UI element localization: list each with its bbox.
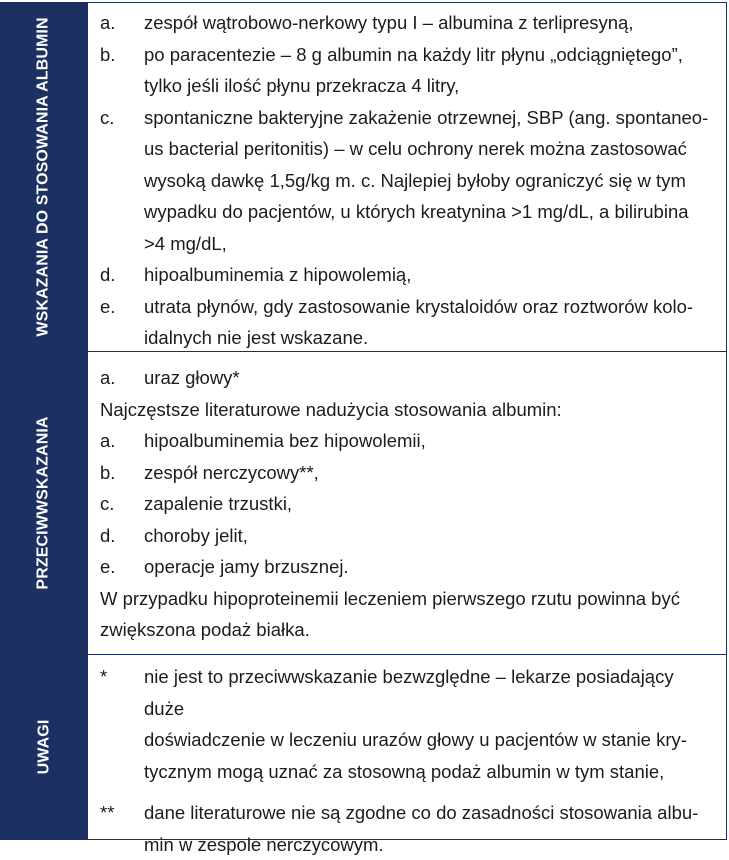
footnote-line: min w zespole nerczycowym.	[144, 829, 712, 860]
list-item	[100, 520, 712, 552]
item-line: wysoką dawkę 1,5g/kg m. c. Najlepiej byłoby ograniczyć się w tym	[144, 165, 712, 197]
remarks-heading: UWAGI	[35, 720, 53, 775]
contraindications-content	[87, 352, 726, 654]
item-marker: b.	[100, 457, 144, 489]
item-marker: b.	[100, 39, 144, 102]
item-marker: a.	[100, 425, 144, 457]
item-marker: a.	[100, 7, 144, 39]
item-line: us bacterial peritonitis) – w celu ochrony nerek można zastosować	[144, 133, 712, 165]
indications-row	[1, 3, 726, 352]
note-line: zwiększona podaż białka.	[100, 614, 712, 646]
list-item	[100, 291, 712, 354]
footnote	[100, 797, 712, 860]
item-marker: e.	[100, 551, 144, 583]
item-line: idalnych nie jest wskazane.	[144, 322, 712, 354]
remarks-row	[1, 655, 726, 839]
contraindications-side-label	[1, 352, 87, 654]
abuse-intro: Najczęstsze literaturowe nadużycia stosowania albumin:	[100, 394, 712, 426]
list-item	[100, 425, 712, 457]
list-item	[100, 39, 712, 102]
footnote-line: doświadczenie w leczeniu urazów głowy u pacjentów w stanie kry-	[144, 724, 712, 756]
item-text: choroby jelit,	[144, 520, 712, 552]
footnote-line: dane literaturowe nie są zgodne co do zasadności stosowania albu-	[144, 797, 712, 829]
list-item	[100, 259, 712, 291]
item-line: wypadku do pacjentów, u których kreatynina >1 mg/dL, a bilirubina	[144, 196, 712, 228]
indications-side-label	[1, 3, 87, 351]
list-item	[100, 362, 712, 394]
item-line: hipoalbuminemia z hipowolemią,	[144, 259, 712, 291]
contraindications-heading: PRZECIWWSKAZANIA	[35, 416, 53, 589]
item-marker: d.	[100, 259, 144, 291]
item-marker: a.	[100, 362, 144, 394]
item-line: tylko jeśli ilość płynu przekracza 4 litry,	[144, 70, 712, 102]
list-item	[100, 102, 712, 260]
footnote-line: tycznym mogą uznać za stosowną podaż albumin w tym stanie,	[144, 756, 712, 788]
indications-content	[87, 3, 726, 351]
item-text: zapalenie trzustki,	[144, 488, 712, 520]
list-item	[100, 551, 712, 583]
protein-note	[100, 583, 712, 646]
item-line: utrata płynów, gdy zastosowanie krystaloidów oraz roztworów kolo-	[144, 291, 712, 323]
list-item	[100, 457, 712, 489]
item-line: spontaniczne bakteryjne zakażenie otrzewnej, SBP (ang. spontaneo-	[144, 102, 712, 134]
item-text: zespół nerczycowy**,	[144, 457, 712, 489]
note-line: W przypadku hipoproteinemii leczeniem pierwszego rzutu powinna być	[100, 583, 712, 615]
footnote-line: nie jest to przeciwwskazanie bezwzględne – lekarze posiadający duże	[144, 661, 712, 724]
remarks-side-label	[1, 655, 87, 839]
item-marker: e.	[100, 291, 144, 354]
item-text: hipoalbuminemia bez hipowolemii,	[144, 425, 712, 457]
item-text: uraz głowy*	[144, 362, 712, 394]
list-item	[100, 7, 712, 39]
item-line: zespół wątrobowo-nerkowy typu I – albumina z terlipresyną,	[144, 7, 712, 39]
remarks-content	[87, 655, 726, 839]
footnote	[100, 661, 712, 787]
item-marker: c.	[100, 488, 144, 520]
item-marker: c.	[100, 102, 144, 260]
item-marker: d.	[100, 520, 144, 552]
footnote-marker: **	[100, 797, 144, 860]
indications-heading: WSKAZANIA DO STOSOWANIA ALBUMIN	[35, 17, 53, 336]
item-line: >4 mg/dL,	[144, 228, 712, 260]
list-item	[100, 488, 712, 520]
albumin-table	[0, 2, 727, 840]
contraindications-row	[1, 352, 726, 655]
item-text: operacje jamy brzusznej.	[144, 551, 712, 583]
item-line: po paracentezie – 8 g albumin na każdy litr płynu „odciągniętego”,	[144, 39, 712, 71]
footnote-marker: *	[100, 661, 144, 787]
